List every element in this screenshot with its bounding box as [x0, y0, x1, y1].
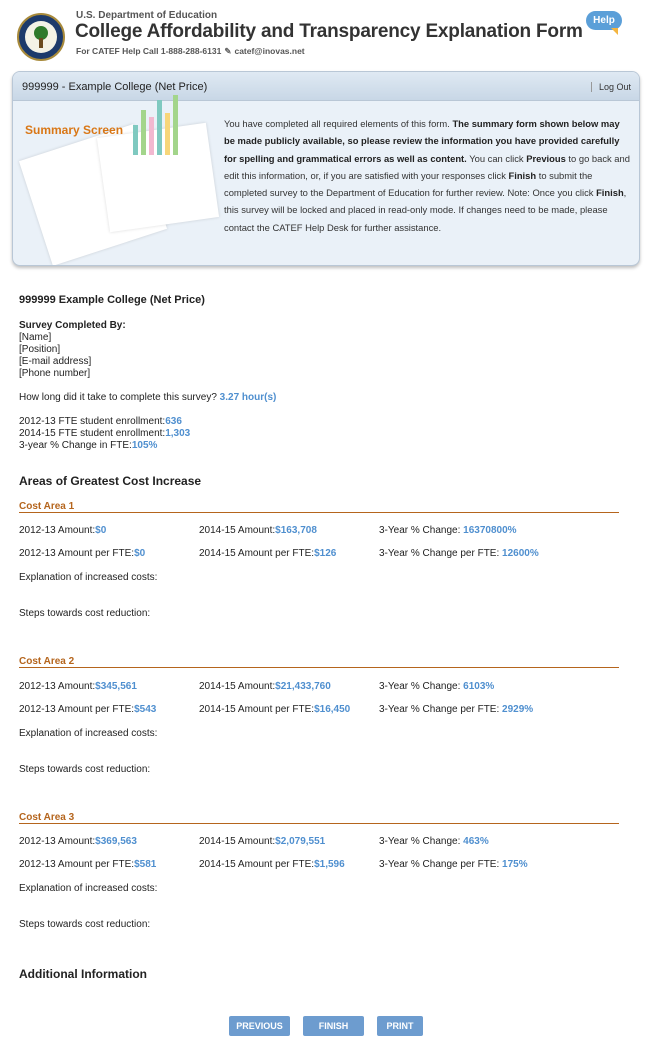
cost-area-3-pct-change-fte: 3-Year % Change per FTE: 175% [379, 859, 528, 870]
cost-area-1-fte-1213: 2012-13 Amount per FTE:$0 [19, 548, 146, 559]
help-button[interactable]: Help [586, 11, 622, 30]
contact-email: [E-mail address] [19, 356, 92, 367]
divider [19, 823, 619, 824]
pen-icon: ✎ [224, 46, 232, 56]
cost-area-3-explanation: Explanation of increased costs: [19, 883, 158, 894]
cost-area-2-pct-change: 3-Year % Change: 6103% [379, 681, 495, 692]
cost-area-3-fte-1213: 2012-13 Amount per FTE:$581 [19, 859, 157, 870]
cost-area-2-fte-1213: 2012-13 Amount per FTE:$543 [19, 704, 157, 715]
institution-title: 999999 - Example College (Net Price) [22, 81, 208, 93]
cost-area-3-steps: Steps towards cost reduction: [19, 919, 151, 930]
cost-area-2-explanation: Explanation of increased costs: [19, 728, 158, 739]
cost-area-1-pct-change: 3-Year % Change: 16370800% [379, 525, 517, 536]
logout-link[interactable]: Log Out [591, 82, 631, 92]
cost-area-1-title: Cost Area 1 [19, 501, 75, 512]
cost-area-2-pct-change-fte: 3-Year % Change per FTE: 2929% [379, 704, 534, 715]
cost-area-1-amt-1213: 2012-13 Amount:$0 [19, 525, 107, 536]
cost-area-1-pct-change-fte: 3-Year % Change per FTE: 12600% [379, 548, 539, 559]
fte-1213-row: 2012-13 FTE student enrollment:636 [19, 416, 182, 427]
panel-title-bar [13, 72, 639, 101]
divider [19, 667, 619, 668]
time-taken-value: 3.27 hour(s) [219, 392, 277, 403]
cost-area-2-steps: Steps towards cost reduction: [19, 764, 151, 775]
cost-area-2-title: Cost Area 2 [19, 656, 75, 667]
additional-info-heading: Additional Information [19, 967, 147, 981]
helpline-phone: For CATEF Help Call 1-888-288-6131 [76, 46, 222, 56]
time-taken-row: How long did it take to complete this survey? 3.27 hour(s) [19, 392, 277, 403]
cost-area-2-amt-1213: 2012-13 Amount:$345,561 [19, 681, 137, 692]
finish-button[interactable]: FINISH [303, 1016, 364, 1036]
instructions-text: You have completed all required elements of this form. The summary form shown below may be made publicly available, so please review the information you have provided carefully for spelling and grammatical errors as well as content. You can click Previous to go back and edit this information, or, if you are satisfied with your responses click Finish to submit the completed survey to the Department of Education for further review. Note: Once you click Finish, this survey will be locked and placed in read-only mode. If changes need to be made, please contact the CATEF Help Desk for further assistance. [224, 118, 630, 233]
cost-area-1-explanation: Explanation of increased costs: [19, 572, 158, 583]
institution-heading: 999999 Example College (Net Price) [19, 294, 205, 306]
areas-heading: Areas of Greatest Cost Increase [19, 474, 202, 488]
cost-area-2-amt-1415: 2014-15 Amount:$21,433,760 [199, 681, 331, 692]
previous-button[interactable]: PREVIOUS [229, 1016, 290, 1036]
fte-1415-row: 2014-15 FTE student enrollment:1,303 [19, 428, 191, 439]
department-seal-logo [17, 13, 65, 61]
cost-area-1-steps: Steps towards cost reduction: [19, 608, 151, 619]
summary-screen-label: Summary Screen [25, 123, 124, 137]
contact-position: [Position] [19, 344, 61, 355]
fte-change-row: 3-year % Change in FTE:105% [19, 440, 158, 451]
contact-phone: [Phone number] [19, 368, 91, 379]
helpline [76, 46, 305, 57]
cost-area-1-fte-1415: 2014-15 Amount per FTE:$126 [199, 548, 337, 559]
cost-area-3-fte-1415: 2014-15 Amount per FTE:$1,596 [199, 859, 345, 870]
cost-area-3-pct-change: 3-Year % Change: 463% [379, 836, 489, 847]
cost-area-3-amt-1415: 2014-15 Amount:$2,079,551 [199, 836, 326, 847]
page-header [0, 0, 648, 66]
contact-name: [Name] [19, 332, 52, 343]
completed-by-label: Survey Completed By: [19, 320, 126, 331]
divider [19, 512, 619, 513]
cost-area-1-amt-1415: 2014-15 Amount:$163,708 [199, 525, 317, 536]
cost-area-3-title: Cost Area 3 [19, 812, 75, 823]
summary-panel [12, 71, 640, 266]
helpline-email[interactable]: catef@inovas.net [234, 46, 305, 56]
print-button[interactable]: PRINT [377, 1016, 423, 1036]
cost-area-3-amt-1213: 2012-13 Amount:$369,563 [19, 836, 137, 847]
form-title: College Affordability and Transparency Explanation Form [75, 21, 583, 42]
department-name: U.S. Department of Education [76, 10, 218, 21]
cost-area-2-fte-1415: 2014-15 Amount per FTE:$16,450 [199, 704, 351, 715]
